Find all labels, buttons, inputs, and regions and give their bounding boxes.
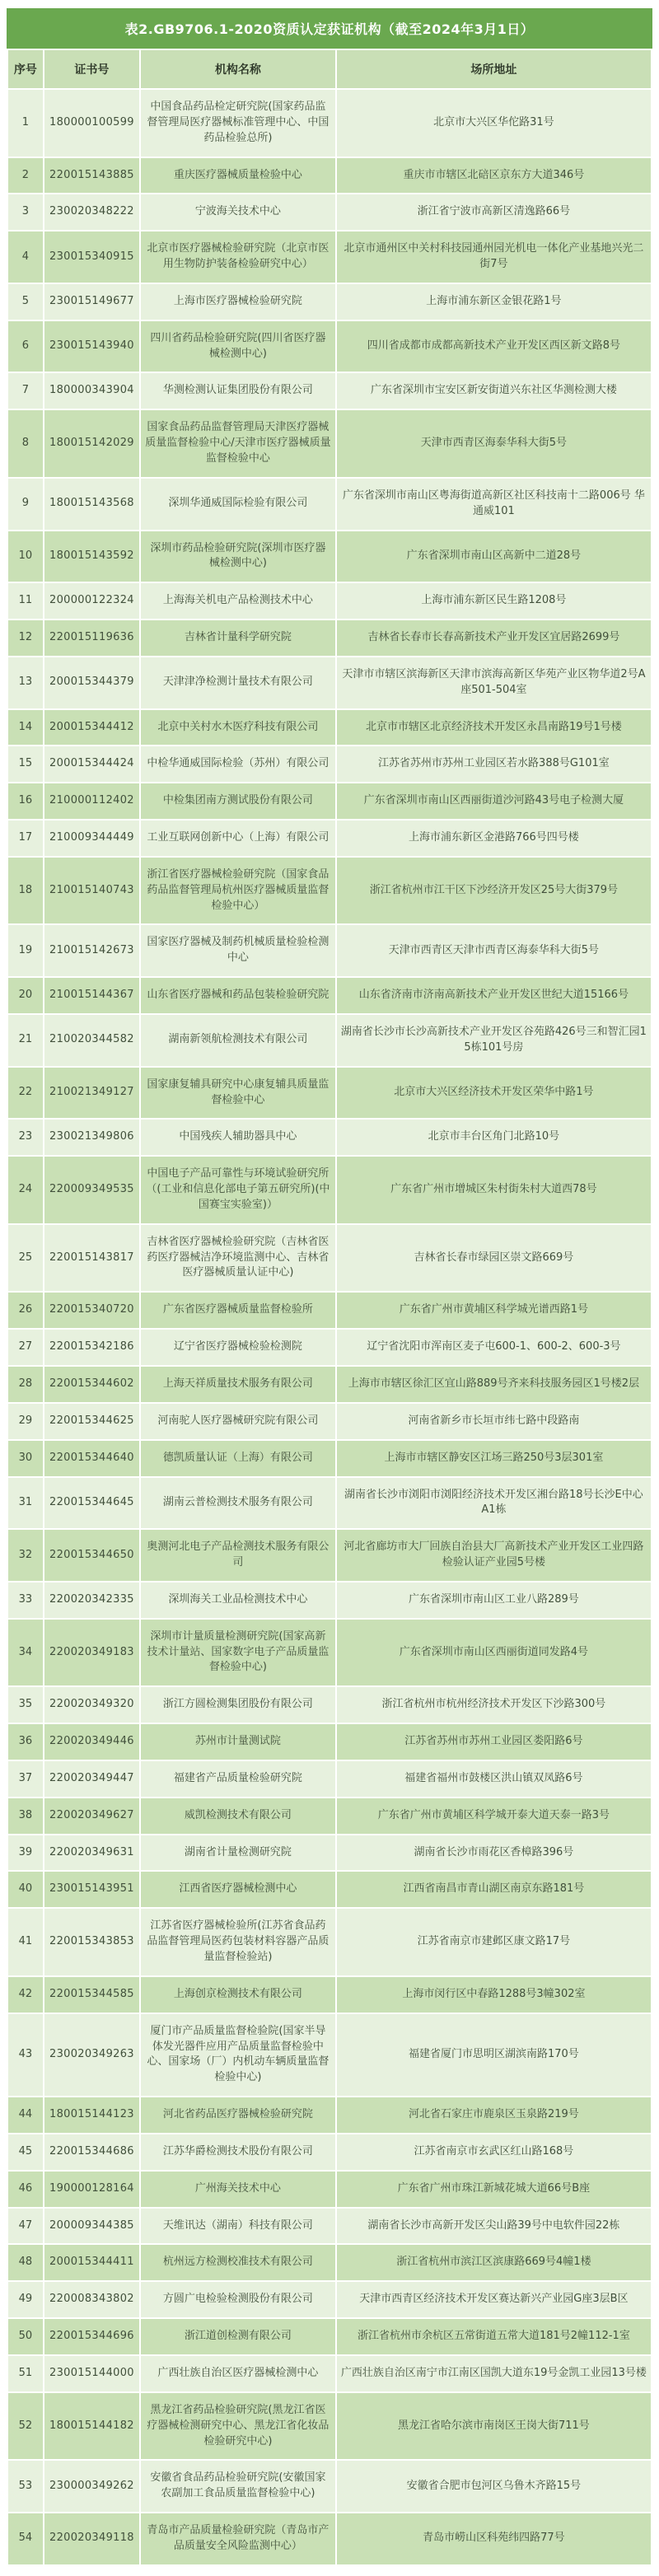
table-row bbox=[7, 709, 652, 746]
cell-no: 31 bbox=[7, 1477, 44, 1530]
table-row bbox=[7, 1798, 652, 1835]
cell-name: 江苏省医疗器械检验所(江苏省食品药品监督管理局医药包装材料容器产品质量监督检验站) bbox=[140, 1908, 336, 1976]
cell-addr: 北京市大兴区经济技术开发区荣华中路1号 bbox=[336, 1067, 652, 1120]
cell-addr: 河南省新乡市长垣市纬七路中段路南 bbox=[336, 1403, 652, 1440]
cell-no: 30 bbox=[7, 1440, 44, 1477]
cell-name: 青岛市产品质量检验研究院（青岛市产品质量安全风险监测中心） bbox=[140, 2513, 336, 2565]
cell-addr: 天津市西青区海泰华科大街5号 bbox=[336, 409, 652, 478]
cell-name: 德凯质量认证（上海）有限公司 bbox=[140, 1440, 336, 1477]
cell-addr: 北京市市辖区北京经济技术开发区永昌南路19号1号楼 bbox=[336, 709, 652, 746]
cell-no: 44 bbox=[7, 2097, 44, 2134]
cell-name: 厦门市产品质量监督检验院(国家半导体发光器件应用产品质量监督检验中心、国家场（厂）内机动车辆质量监督检验中心) bbox=[140, 2013, 336, 2097]
cell-addr: 浙江省杭州市余杭区五常街道五常大道181号2幢112-1室 bbox=[336, 2318, 652, 2355]
cell-addr: 广东省深圳市南山区高新中二道28号 bbox=[336, 531, 652, 583]
table-row bbox=[7, 2318, 652, 2355]
cell-name: 北京市医疗器械检验研究院（北京市医用生物防护装备检验研究中心） bbox=[140, 231, 336, 283]
table-row bbox=[7, 783, 652, 820]
column-header-3: 场所地址 bbox=[336, 49, 652, 89]
table-row bbox=[7, 1440, 652, 1477]
cell-name: 中国电子产品可靠性与环境试验研究所（(工业和信息化部电子第五研究所)(中国赛宝实验室)） bbox=[140, 1156, 336, 1224]
table-row bbox=[7, 1156, 652, 1224]
cell-name: 重庆医疗器械质量检验中心 bbox=[140, 157, 336, 194]
cell-cert: 220015342186 bbox=[44, 1329, 140, 1366]
cell-name: 国家医疗器械及制药机械质量检验检测中心 bbox=[140, 924, 336, 977]
cell-addr: 浙江省杭州市江干区下沙经济开发区25号大街379号 bbox=[336, 857, 652, 925]
cell-cert: 220020349183 bbox=[44, 1619, 140, 1687]
cell-no: 5 bbox=[7, 283, 44, 320]
cell-cert: 230021349806 bbox=[44, 1119, 140, 1156]
cell-name: 杭州远方检测校准技术有限公司 bbox=[140, 2244, 336, 2281]
cell-name: 吉林省计量科学研究院 bbox=[140, 619, 336, 657]
cell-cert: 220015344645 bbox=[44, 1477, 140, 1530]
cell-addr: 广东省广州市黄埔区科学城开泰大道天泰一路3号 bbox=[336, 1798, 652, 1835]
table-row bbox=[7, 1403, 652, 1440]
cell-addr: 湖南省长沙市长沙高新技术产业开发区谷苑路426号三和智汇园15栋101号房 bbox=[336, 1014, 652, 1067]
cell-cert: 230015143951 bbox=[44, 1871, 140, 1908]
cell-cert: 200000122324 bbox=[44, 582, 140, 619]
cell-cert: 190000128164 bbox=[44, 2171, 140, 2208]
cell-addr: 重庆市市辖区北碚区京东方大道346号 bbox=[336, 157, 652, 194]
cell-addr: 天津市市辖区滨海新区天津市滨海高新区华苑产业区物华道2号A座501-504室 bbox=[336, 657, 652, 709]
cell-no: 21 bbox=[7, 1014, 44, 1067]
table-row bbox=[7, 924, 652, 977]
table-row bbox=[7, 320, 652, 373]
cell-name: 天津津净检测计量技术有限公司 bbox=[140, 657, 336, 709]
cell-name: 江苏华爵检测技术股份有限公司 bbox=[140, 2134, 336, 2171]
cell-cert: 220009349535 bbox=[44, 1156, 140, 1224]
cell-name: 广东省医疗器械质量监督检验所 bbox=[140, 1292, 336, 1329]
cell-name: 上海创京检测技术有限公司 bbox=[140, 1976, 336, 2013]
cell-cert: 220020349118 bbox=[44, 2513, 140, 2565]
cell-name: 黑龙江省药品检验研究院(黑龙江省医疗器械检测研究中心、黑龙江省化妆品检验研究中心) bbox=[140, 2392, 336, 2461]
cell-no: 52 bbox=[7, 2392, 44, 2461]
column-header-0: 序号 bbox=[7, 49, 44, 89]
table-row bbox=[7, 1067, 652, 1120]
cell-name: 河南驼人医疗器械研究院有限公司 bbox=[140, 1403, 336, 1440]
cell-addr: 北京市通州区中关村科技园通州园光机电一体化产业基地兴光二街7号 bbox=[336, 231, 652, 283]
cell-addr: 江苏省南京市建邺区康文路17号 bbox=[336, 1908, 652, 1976]
cell-cert: 220020349320 bbox=[44, 1686, 140, 1723]
cell-cert: 180015144182 bbox=[44, 2392, 140, 2461]
cell-addr: 辽宁省沈阳市浑南区麦子屯600-1、600-2、600-3号 bbox=[336, 1329, 652, 1366]
cell-cert: 220015340720 bbox=[44, 1292, 140, 1329]
cell-addr: 湖南省长沙市高新开发区尖山路39号中电软件园22栋 bbox=[336, 2208, 652, 2245]
cell-cert: 200015344424 bbox=[44, 746, 140, 783]
table-row bbox=[7, 1529, 652, 1582]
cell-no: 29 bbox=[7, 1403, 44, 1440]
cell-name: 安徽省食品药品检验研究院(安徽国家农副加工食品质量监督检验中心) bbox=[140, 2460, 336, 2513]
cell-cert: 220020349631 bbox=[44, 1835, 140, 1872]
cell-cert: 200015344412 bbox=[44, 709, 140, 746]
cell-name: 吉林省医疗器械检验研究院（吉林省医药医疗器械洁净环境监测中心、吉林省医疗器械质量认证中心) bbox=[140, 1224, 336, 1293]
cell-no: 54 bbox=[7, 2513, 44, 2565]
table-row bbox=[7, 372, 652, 409]
cell-no: 18 bbox=[7, 857, 44, 925]
table-row bbox=[7, 1224, 652, 1293]
cell-no: 43 bbox=[7, 2013, 44, 2097]
cell-name: 威凯检测技术有限公司 bbox=[140, 1798, 336, 1835]
cell-cert: 220020342335 bbox=[44, 1582, 140, 1619]
table-row bbox=[7, 283, 652, 320]
cell-name: 上海市医疗器械检验研究院 bbox=[140, 283, 336, 320]
table-row bbox=[7, 231, 652, 283]
cell-addr: 上海市浦东新区金港路766号四号楼 bbox=[336, 820, 652, 857]
cell-cert: 230020349263 bbox=[44, 2013, 140, 2097]
cell-addr: 安徽省合肥市包河区乌鲁木齐路15号 bbox=[336, 2460, 652, 2513]
cell-no: 2 bbox=[7, 157, 44, 194]
cell-name: 中国残疾人辅助器具中心 bbox=[140, 1119, 336, 1156]
cell-cert: 210015142673 bbox=[44, 924, 140, 977]
cell-cert: 200015344411 bbox=[44, 2244, 140, 2281]
cell-addr: 广东省深圳市宝安区新安街道兴东社区华测检测大楼 bbox=[336, 372, 652, 409]
cell-name: 福建省产品质量检验研究院 bbox=[140, 1760, 336, 1798]
table-row bbox=[7, 1871, 652, 1908]
cell-addr: 上海市浦东新区民生路1208号 bbox=[336, 582, 652, 619]
cell-no: 37 bbox=[7, 1760, 44, 1798]
cell-cert: 220020349447 bbox=[44, 1760, 140, 1798]
table-row bbox=[7, 531, 652, 583]
cell-name: 工业互联网创新中心（上海）有限公司 bbox=[140, 820, 336, 857]
cell-cert: 230000349262 bbox=[44, 2460, 140, 2513]
cell-name: 上海天祥质量技术服务有限公司 bbox=[140, 1366, 336, 1403]
cell-addr: 上海市市辖区静安区江场三路250号3层301室 bbox=[336, 1440, 652, 1477]
cell-addr: 浙江省杭州市杭州经济技术开发区下沙路300号 bbox=[336, 1686, 652, 1723]
cell-no: 42 bbox=[7, 1976, 44, 2013]
cell-no: 48 bbox=[7, 2244, 44, 2281]
table-row bbox=[7, 2513, 652, 2565]
cell-cert: 230015143940 bbox=[44, 320, 140, 373]
cell-name: 深圳市药品检验研究院(深圳市医疗器械检测中心) bbox=[140, 531, 336, 583]
cell-addr: 福建省厦门市思明区湖滨南路170号 bbox=[336, 2013, 652, 2097]
cell-addr: 广东省深圳市南山区西丽街道沙河路43号电子检测大厦 bbox=[336, 783, 652, 820]
cell-cert: 210009344449 bbox=[44, 820, 140, 857]
table-row bbox=[7, 1366, 652, 1403]
header-row bbox=[7, 49, 652, 89]
table-row bbox=[7, 1835, 652, 1872]
cell-name: 辽宁省医疗器械检验检测院 bbox=[140, 1329, 336, 1366]
table-row bbox=[7, 2097, 652, 2134]
cell-addr: 湖南省长沙市浏阳市浏阳经济技术开发区湘台路18号长沙E中心A1栋 bbox=[336, 1477, 652, 1530]
table-row bbox=[7, 1723, 652, 1760]
cell-no: 39 bbox=[7, 1835, 44, 1872]
cell-no: 17 bbox=[7, 820, 44, 857]
cell-cert: 230015149677 bbox=[44, 283, 140, 320]
cell-addr: 广西壮族自治区南宁市江南区国凯大道东19号金凯工业园13号楼 bbox=[336, 2355, 652, 2392]
cell-name: 河北省药品医疗器械检验研究院 bbox=[140, 2097, 336, 2134]
cell-no: 12 bbox=[7, 619, 44, 657]
cell-cert: 220015344650 bbox=[44, 1529, 140, 1582]
table-row bbox=[7, 1760, 652, 1798]
cell-addr: 浙江省宁波市高新区清逸路66号 bbox=[336, 194, 652, 231]
table-row bbox=[7, 1119, 652, 1156]
cell-no: 22 bbox=[7, 1067, 44, 1120]
table-row bbox=[7, 2460, 652, 2513]
cell-no: 3 bbox=[7, 194, 44, 231]
cell-no: 36 bbox=[7, 1723, 44, 1760]
cell-name: 山东省医疗器械和药品包装检验研究院 bbox=[140, 977, 336, 1014]
cell-name: 方圆广电检验检测股份有限公司 bbox=[140, 2281, 336, 2318]
table-row bbox=[7, 2281, 652, 2318]
table-row bbox=[7, 1477, 652, 1530]
cell-addr: 湖南省长沙市雨花区香樟路396号 bbox=[336, 1835, 652, 1872]
cell-name: 深圳市计量质量检测研究院(国家高新技术计量站、国家数字电子产品质量监督检验中心) bbox=[140, 1619, 336, 1687]
cell-cert: 180015142029 bbox=[44, 409, 140, 478]
table-title: 表2.GB9706.1-2020资质认定获证机构（截至2024年3月1日） bbox=[7, 8, 652, 49]
cell-no: 46 bbox=[7, 2171, 44, 2208]
cell-cert: 180000343904 bbox=[44, 372, 140, 409]
table-row bbox=[7, 746, 652, 783]
cell-cert: 220015143885 bbox=[44, 157, 140, 194]
cell-no: 27 bbox=[7, 1329, 44, 1366]
table-row bbox=[7, 157, 652, 194]
cell-name: 中检华通威国际检验（苏州）有限公司 bbox=[140, 746, 336, 783]
cell-addr: 天津市西青区经济技术开发区赛达新兴产业园G座3层B区 bbox=[336, 2281, 652, 2318]
cell-cert: 230020348222 bbox=[44, 194, 140, 231]
cell-name: 华测检测认证集团股份有限公司 bbox=[140, 372, 336, 409]
cell-name: 浙江道创检测有限公司 bbox=[140, 2318, 336, 2355]
cell-no: 13 bbox=[7, 657, 44, 709]
cell-cert: 220020349627 bbox=[44, 1798, 140, 1835]
cell-name: 天维讯达（湖南）科技有限公司 bbox=[140, 2208, 336, 2245]
table-row bbox=[7, 1976, 652, 2013]
table-row bbox=[7, 2171, 652, 2208]
cell-name: 奥测河北电子产品检测技术服务有限公司 bbox=[140, 1529, 336, 1582]
cell-addr: 四川省成都市成都高新技术产业开发区西区新文路8号 bbox=[336, 320, 652, 373]
table-row bbox=[7, 2244, 652, 2281]
cell-cert: 210015140743 bbox=[44, 857, 140, 925]
cell-no: 26 bbox=[7, 1292, 44, 1329]
cell-addr: 上海市市辖区徐汇区宜山路889号齐来科技服务园区1号楼2层 bbox=[336, 1366, 652, 1403]
cell-no: 14 bbox=[7, 709, 44, 746]
cell-addr: 浙江省杭州市滨江区滨康路669号4幢1楼 bbox=[336, 2244, 652, 2281]
cell-name: 浙江方圆检测集团股份有限公司 bbox=[140, 1686, 336, 1723]
table-row bbox=[7, 194, 652, 231]
cell-cert: 220015344686 bbox=[44, 2134, 140, 2171]
cell-no: 15 bbox=[7, 746, 44, 783]
table-row bbox=[7, 977, 652, 1014]
cell-no: 11 bbox=[7, 582, 44, 619]
table-row bbox=[7, 857, 652, 925]
cell-addr: 上海市闵行区中春路1288号3幢302室 bbox=[336, 1976, 652, 2013]
cell-addr: 山东省济南市济南高新技术产业开发区世纪大道15166号 bbox=[336, 977, 652, 1014]
cell-addr: 广东省广州市增城区朱村街朱村大道西78号 bbox=[336, 1156, 652, 1224]
table-row bbox=[7, 1908, 652, 1976]
cell-addr: 河北省廊坊市大厂回族自治县大厂高新技术产业开发区工业四路检验认证产业园5号楼 bbox=[336, 1529, 652, 1582]
cell-addr: 天津市西青区天津市西青区海泰华科大街5号 bbox=[336, 924, 652, 977]
cell-no: 35 bbox=[7, 1686, 44, 1723]
cell-cert: 220020349446 bbox=[44, 1723, 140, 1760]
table-row bbox=[7, 2208, 652, 2245]
cell-addr: 广东省深圳市南山区西丽街道同发路4号 bbox=[336, 1619, 652, 1687]
table-row bbox=[7, 619, 652, 657]
cell-name: 深圳华通威国际检验有限公司 bbox=[140, 478, 336, 531]
cell-name: 上海海关机电产品检测技术中心 bbox=[140, 582, 336, 619]
cell-cert: 180015143568 bbox=[44, 478, 140, 531]
cell-no: 7 bbox=[7, 372, 44, 409]
cell-no: 41 bbox=[7, 1908, 44, 1976]
cell-addr: 福建省福州市鼓楼区洪山镇双凤路6号 bbox=[336, 1760, 652, 1798]
cell-no: 38 bbox=[7, 1798, 44, 1835]
cell-no: 40 bbox=[7, 1871, 44, 1908]
cell-cert: 230015144000 bbox=[44, 2355, 140, 2392]
cell-name: 四川省药品检验研究院(四川省医疗器械检测中心) bbox=[140, 320, 336, 373]
cell-no: 9 bbox=[7, 478, 44, 531]
cell-addr: 河北省石家庄市鹿泉区玉泉路219号 bbox=[336, 2097, 652, 2134]
cell-addr: 广东省深圳市南山区粤海街道高新区社区科技南十二路006号 华通威101 bbox=[336, 478, 652, 531]
cell-cert: 210000112402 bbox=[44, 783, 140, 820]
cell-cert: 220015119636 bbox=[44, 619, 140, 657]
cell-addr: 江苏省苏州市苏州工业园区若水路388号G101室 bbox=[336, 746, 652, 783]
cell-no: 47 bbox=[7, 2208, 44, 2245]
cell-name: 深圳海关工业品检测技术中心 bbox=[140, 1582, 336, 1619]
cell-addr: 广东省广州市黄埔区科学城光谱西路1号 bbox=[336, 1292, 652, 1329]
cell-name: 中检集团南方测试股份有限公司 bbox=[140, 783, 336, 820]
table-row bbox=[7, 89, 652, 157]
cell-no: 23 bbox=[7, 1119, 44, 1156]
cell-no: 51 bbox=[7, 2355, 44, 2392]
cell-addr: 北京市大兴区华佗路31号 bbox=[336, 89, 652, 157]
cell-name: 广州海关技术中心 bbox=[140, 2171, 336, 2208]
cell-no: 50 bbox=[7, 2318, 44, 2355]
cell-addr: 北京市丰台区角门北路10号 bbox=[336, 1119, 652, 1156]
cell-no: 10 bbox=[7, 531, 44, 583]
table-row bbox=[7, 2355, 652, 2392]
cell-addr: 江苏省苏州市苏州工业园区娄阳路6号 bbox=[336, 1723, 652, 1760]
cell-addr: 吉林省长春市绿园区崇文路669号 bbox=[336, 1224, 652, 1293]
cell-addr: 上海市浦东新区金银花路1号 bbox=[336, 283, 652, 320]
cell-no: 32 bbox=[7, 1529, 44, 1582]
cell-addr: 江苏省南京市玄武区红山路168号 bbox=[336, 2134, 652, 2171]
cell-cert: 200015344379 bbox=[44, 657, 140, 709]
cell-name: 湖南云普检测技术服务有限公司 bbox=[140, 1477, 336, 1530]
table-row bbox=[7, 478, 652, 531]
cell-no: 33 bbox=[7, 1582, 44, 1619]
cell-no: 45 bbox=[7, 2134, 44, 2171]
cell-cert: 220015344640 bbox=[44, 1440, 140, 1477]
cell-name: 江西省医疗器械检测中心 bbox=[140, 1871, 336, 1908]
cell-cert: 220015344625 bbox=[44, 1403, 140, 1440]
cell-no: 16 bbox=[7, 783, 44, 820]
cell-cert: 230015340915 bbox=[44, 231, 140, 283]
cell-name: 湖南省计量检测研究院 bbox=[140, 1835, 336, 1872]
table-row bbox=[7, 1582, 652, 1619]
cell-no: 4 bbox=[7, 231, 44, 283]
cell-cert: 180000100599 bbox=[44, 89, 140, 157]
table-row bbox=[7, 820, 652, 857]
cell-cert: 220015343853 bbox=[44, 1908, 140, 1976]
cell-name: 宁波海关技术中心 bbox=[140, 194, 336, 231]
table-row bbox=[7, 582, 652, 619]
cell-no: 28 bbox=[7, 1366, 44, 1403]
cell-no: 53 bbox=[7, 2460, 44, 2513]
table-row bbox=[7, 2392, 652, 2461]
cell-cert: 220015344696 bbox=[44, 2318, 140, 2355]
certification-table bbox=[7, 49, 652, 2566]
table-row bbox=[7, 1292, 652, 1329]
cell-addr: 青岛市崂山区科苑纬四路77号 bbox=[336, 2513, 652, 2565]
cell-no: 25 bbox=[7, 1224, 44, 1293]
cell-name: 国家康复辅具研究中心康复辅具质量监督检验中心 bbox=[140, 1067, 336, 1120]
cell-cert: 220008343802 bbox=[44, 2281, 140, 2318]
cell-addr: 广东省深圳市南山区工业八路289号 bbox=[336, 1582, 652, 1619]
cell-cert: 200009344385 bbox=[44, 2208, 140, 2245]
cell-addr: 吉林省长春市长春高新技术产业开发区宜居路2699号 bbox=[336, 619, 652, 657]
table-row bbox=[7, 1329, 652, 1366]
cell-name: 国家食品药品监督管理局天津医疗器械质量监督检验中心/天津市医疗器械质量监督检验中心 bbox=[140, 409, 336, 478]
cell-addr: 广东省广州市珠江新城花城大道66号B座 bbox=[336, 2171, 652, 2208]
table-row bbox=[7, 409, 652, 478]
table-row bbox=[7, 1014, 652, 1067]
cell-addr: 黑龙江省哈尔滨市南岗区王岗大街711号 bbox=[336, 2392, 652, 2461]
table-row bbox=[7, 1619, 652, 1687]
cell-cert: 220015143817 bbox=[44, 1224, 140, 1293]
cell-cert: 180015144123 bbox=[44, 2097, 140, 2134]
table-row bbox=[7, 2134, 652, 2171]
cell-cert: 210021349127 bbox=[44, 1067, 140, 1120]
cell-no: 1 bbox=[7, 89, 44, 157]
cell-no: 19 bbox=[7, 924, 44, 977]
cell-name: 中国食品药品检定研究院(国家药品监督管理局医疗器械标准管理中心、中国药品检验总所) bbox=[140, 89, 336, 157]
cell-name: 北京中关村水木医疗科技有限公司 bbox=[140, 709, 336, 746]
table-row bbox=[7, 657, 652, 709]
cell-name: 浙江省医疗器械检验研究院（国家食品药品监督管理局杭州医疗器械质量监督检验中心） bbox=[140, 857, 336, 925]
cell-no: 34 bbox=[7, 1619, 44, 1687]
cell-no: 24 bbox=[7, 1156, 44, 1224]
cell-cert: 220015344585 bbox=[44, 1976, 140, 2013]
cell-cert: 180015143592 bbox=[44, 531, 140, 583]
table-body bbox=[7, 89, 652, 2565]
cell-cert: 210015144367 bbox=[44, 977, 140, 1014]
cell-no: 6 bbox=[7, 320, 44, 373]
cell-cert: 220015344602 bbox=[44, 1366, 140, 1403]
cell-no: 49 bbox=[7, 2281, 44, 2318]
table-row bbox=[7, 1686, 652, 1723]
cell-no: 20 bbox=[7, 977, 44, 1014]
cell-no: 8 bbox=[7, 409, 44, 478]
column-header-1: 证书号 bbox=[44, 49, 140, 89]
cell-name: 苏州市计量测试院 bbox=[140, 1723, 336, 1760]
table-row bbox=[7, 2013, 652, 2097]
cell-name: 湖南新领航检测技术有限公司 bbox=[140, 1014, 336, 1067]
cell-name: 广西壮族自治区医疗器械检测中心 bbox=[140, 2355, 336, 2392]
cell-cert: 210020344582 bbox=[44, 1014, 140, 1067]
cell-addr: 江西省南昌市青山湖区南京东路181号 bbox=[336, 1871, 652, 1908]
column-header-2: 机构名称 bbox=[140, 49, 336, 89]
